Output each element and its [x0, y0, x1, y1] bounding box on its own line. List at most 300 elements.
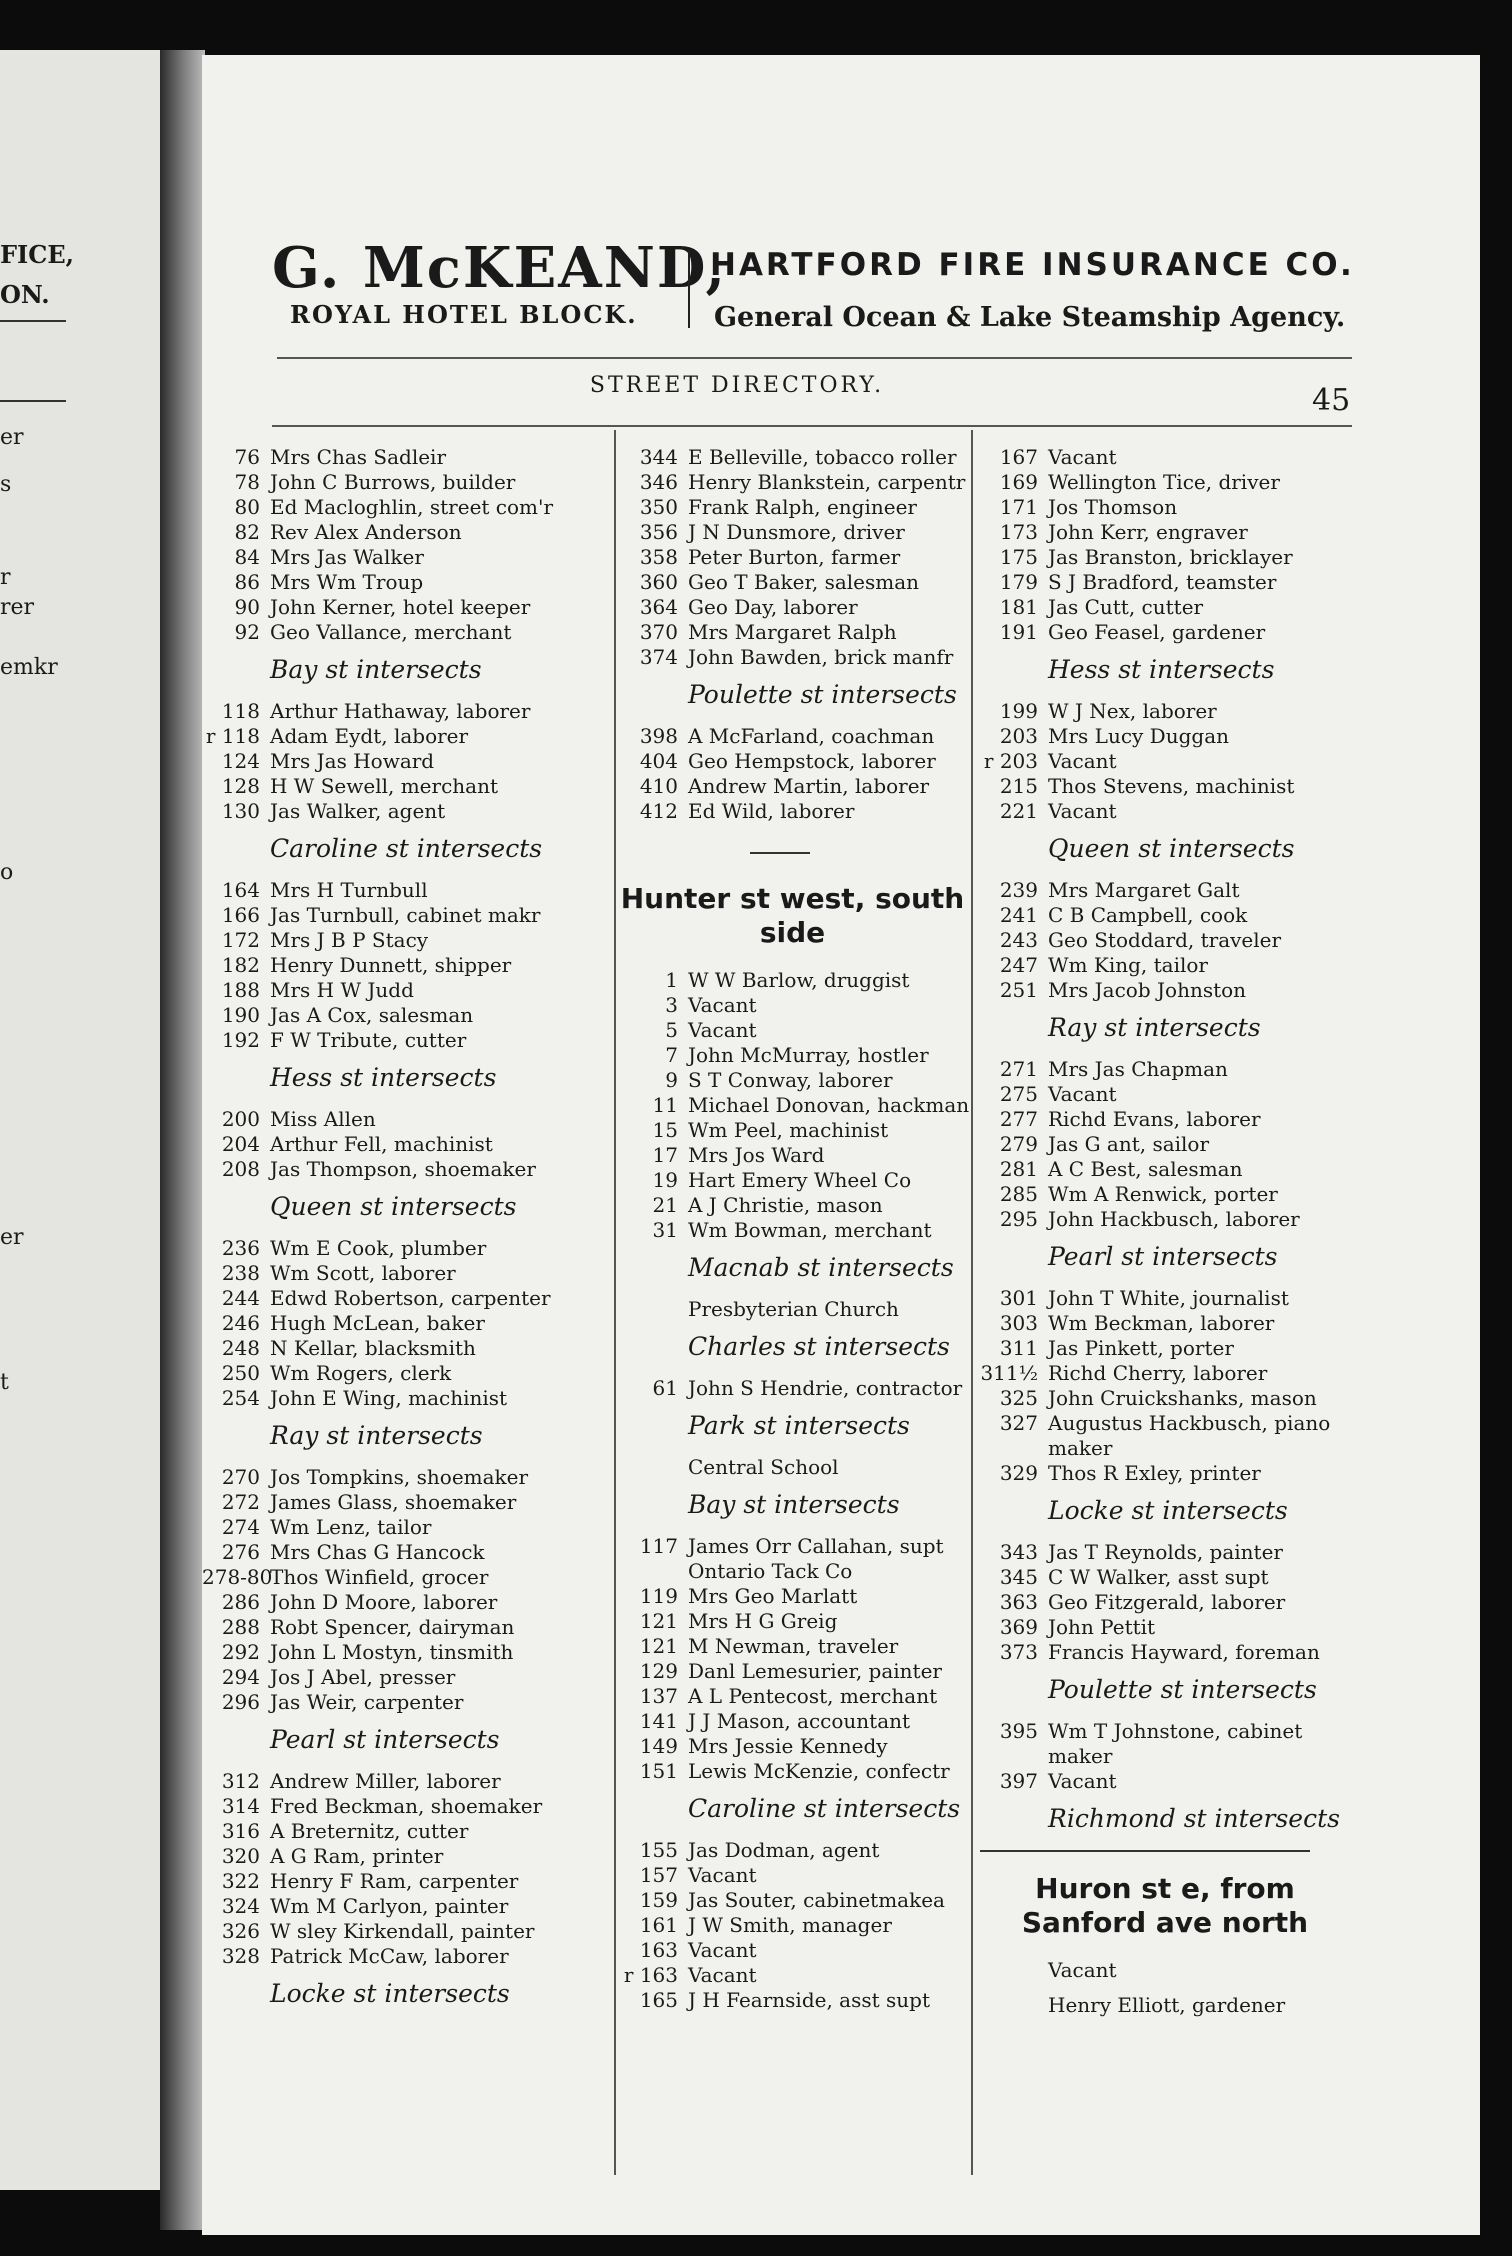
resident-name: Mrs H W Judd	[270, 978, 414, 1002]
directory-entry	[202, 699, 607, 724]
directory-entry	[202, 595, 607, 620]
house-number: 15	[652, 1118, 678, 1142]
entry-group	[980, 1286, 1350, 1411]
house-number: 360	[639, 570, 678, 594]
resident-name: A C Best, salesman	[1048, 1157, 1243, 1181]
resident-name: M Newman, traveler	[688, 1634, 899, 1658]
resident-name: Geo T Baker, salesman	[688, 570, 920, 594]
intersection-label: Hess st intersects	[270, 1063, 497, 1092]
house-number: 343	[999, 1540, 1038, 1564]
house-number: 129	[639, 1659, 678, 1683]
entry-group	[620, 1838, 965, 2013]
directory-entry	[980, 570, 1350, 595]
directory-entry	[202, 1615, 607, 1640]
house-number: 159	[639, 1888, 678, 1912]
directory-entry	[620, 724, 965, 749]
directory-entry	[202, 1944, 607, 1969]
advertiser-agency: General Ocean & Lake Steamship Agency.	[714, 302, 1346, 333]
resident-name: Miss Allen	[270, 1107, 376, 1131]
intersection-label: Richmond st intersects	[1048, 1804, 1340, 1833]
house-number: 373	[999, 1640, 1038, 1664]
directory-entry	[202, 1869, 607, 1894]
house-number: 288	[221, 1615, 260, 1639]
house-number: 238	[221, 1261, 260, 1285]
resident-name: Jas Walker, agent	[270, 799, 446, 823]
house-number: 172	[221, 928, 260, 952]
house-number: 7	[665, 1043, 678, 1067]
left-page-fragment: rer	[0, 595, 35, 620]
house-number: 250	[221, 1361, 260, 1385]
directory-entry	[202, 1490, 607, 1515]
advertiser-company: HARTFORD FIRE INSURANCE CO.	[710, 247, 1355, 283]
resident-name: Mrs Jos Ward	[688, 1143, 825, 1167]
resident-name: C B Campbell, cook	[1048, 903, 1248, 927]
directory-entry	[620, 1218, 965, 1243]
resident-name: John S Hendrie, contractor	[688, 1376, 963, 1400]
house-number: 326	[221, 1919, 260, 1943]
resident-name: Mrs Margaret Ralph	[688, 620, 897, 644]
resident-name: Vacant	[1048, 445, 1117, 469]
resident-name: Mrs H Turnbull	[270, 878, 428, 902]
resident-name: Peter Burton, farmer	[688, 545, 901, 569]
intersection-label: Bay st intersects	[688, 1490, 900, 1519]
house-number: 278-80	[202, 1565, 273, 1589]
house-number: 155	[639, 1838, 678, 1862]
resident-name: Wm T Johnstone, cabinet	[1048, 1719, 1303, 1743]
directory-entry	[980, 1540, 1350, 1565]
directory-entry	[202, 1028, 607, 1053]
resident-name: James Orr Callahan, supt	[688, 1534, 944, 1558]
house-number: 363	[999, 1590, 1038, 1614]
directory-entry	[620, 1684, 965, 1709]
running-head-rule	[272, 425, 1352, 427]
resident-name: Geo Day, laborer	[688, 595, 858, 619]
resident-name: Wm Rogers, clerk	[270, 1361, 452, 1385]
house-number: 3	[665, 993, 678, 1017]
directory-entry	[620, 545, 965, 570]
house-number: 61	[652, 1376, 678, 1400]
intersection-label: Charles st intersects	[688, 1332, 950, 1361]
house-number: 303	[999, 1311, 1038, 1335]
column-rule	[971, 430, 973, 2175]
house-number: 9	[665, 1068, 678, 1092]
house-number: 243	[999, 928, 1038, 952]
resident-name: Rev Alex Anderson	[270, 520, 462, 544]
directory-entry	[980, 1590, 1350, 1615]
directory-entry	[620, 1068, 965, 1093]
entry-group	[620, 724, 965, 824]
house-number: 137	[639, 1684, 678, 1708]
directory-entry	[202, 953, 607, 978]
house-number: 279	[999, 1132, 1038, 1156]
entry-group	[980, 445, 1350, 645]
directory-entry	[620, 645, 965, 670]
directory-entry	[202, 1894, 607, 1919]
resident-name: John Pettit	[1048, 1615, 1156, 1639]
house-number: 161	[639, 1913, 678, 1937]
directory-entry	[980, 620, 1350, 645]
resident-name: Jos J Abel, presser	[270, 1665, 456, 1689]
header-rule	[277, 357, 1352, 359]
directory-entry	[980, 928, 1350, 953]
resident-name: Andrew Martin, laborer	[688, 774, 930, 798]
entry-group	[980, 1461, 1350, 1486]
house-number: 204	[221, 1132, 260, 1156]
entry-group	[980, 1769, 1350, 1794]
resident-name: Wm Peel, machinist	[688, 1118, 889, 1142]
entry-continuation: maker	[1048, 1436, 1113, 1460]
house-number: 311	[999, 1336, 1038, 1360]
directory-entry	[980, 520, 1350, 545]
resident-name: Vacant	[688, 1963, 757, 1987]
header-divider	[688, 250, 690, 328]
house-number: 328	[221, 1944, 260, 1968]
resident-name: Fred Beckman, shoemaker	[270, 1794, 543, 1818]
intersection-label: Ray st intersects	[1048, 1013, 1261, 1042]
house-number: 239	[999, 878, 1038, 902]
resident-name: Richd Cherry, laborer	[1048, 1361, 1268, 1385]
house-number: 246	[221, 1311, 260, 1335]
house-number: 165	[639, 1988, 678, 2012]
directory-entry	[202, 1107, 607, 1132]
resident-name: Michael Donovan, hackman	[688, 1093, 970, 1117]
resident-name: Vacant	[688, 1938, 757, 1962]
directory-entry	[620, 1888, 965, 1913]
directory-entry	[202, 1540, 607, 1565]
resident-name: Andrew Miller, laborer	[270, 1769, 501, 1793]
directory-entry	[202, 1919, 607, 1944]
directory-entry	[620, 1963, 965, 1988]
directory-entry	[202, 545, 607, 570]
entry-group	[202, 1769, 607, 1969]
resident-name: Mrs Margaret Galt	[1048, 878, 1240, 902]
resident-name: A Breternitz, cutter	[270, 1819, 469, 1843]
house-number: 311½	[980, 1361, 1038, 1385]
directory-entry	[980, 1157, 1350, 1182]
directory-entry	[202, 445, 607, 470]
directory-entry	[202, 620, 607, 645]
resident-name: Wm King, tailor	[1048, 953, 1208, 977]
intersection-label: Park st intersects	[688, 1411, 910, 1440]
house-number: r 203	[983, 749, 1038, 773]
entry-group	[980, 699, 1350, 824]
house-number: 236	[221, 1236, 260, 1260]
house-number: 124	[221, 749, 260, 773]
resident-name: Danl Lemesurier, painter	[688, 1659, 942, 1683]
resident-name: John C Burrows, builder	[270, 470, 516, 494]
intersection-label: Queen st intersects	[270, 1192, 517, 1221]
house-number: 118	[221, 699, 260, 723]
house-number: 151	[639, 1759, 678, 1783]
house-number: 358	[639, 545, 678, 569]
house-number: 254	[221, 1386, 260, 1410]
directory-entry	[980, 953, 1350, 978]
house-number: 166	[221, 903, 260, 927]
resident-name: Jas Cutt, cutter	[1048, 595, 1204, 619]
house-number: 356	[639, 520, 678, 544]
entry-group	[620, 1584, 965, 1784]
house-number: 294	[221, 1665, 260, 1689]
house-number: 190	[221, 1003, 260, 1027]
intersection-label: Macnab st intersects	[688, 1253, 954, 1282]
advertiser-name: G. McKEAND,	[272, 235, 727, 301]
directory-entry	[980, 774, 1350, 799]
entry-group	[202, 878, 607, 1053]
house-number: 173	[999, 520, 1038, 544]
house-number: 324	[221, 1894, 260, 1918]
intersection-label: Locke st intersects	[270, 1979, 510, 2008]
house-number: 141	[639, 1709, 678, 1733]
directory-entry	[980, 1082, 1350, 1107]
resident-name: Jas T Reynolds, painter	[1048, 1540, 1283, 1564]
directory-entry	[620, 1143, 965, 1168]
resident-name: Frank Ralph, engineer	[688, 495, 917, 519]
directory-entry	[620, 1584, 965, 1609]
resident-name: Vacant	[688, 1863, 757, 1887]
house-number: 175	[999, 545, 1038, 569]
resident-name: Lewis McKenzie, confectr	[688, 1759, 950, 1783]
resident-name: Jas G ant, sailor	[1048, 1132, 1210, 1156]
house-number: 5	[665, 1018, 678, 1042]
house-number: 320	[221, 1844, 260, 1868]
left-page-fragment: o	[0, 860, 14, 885]
resident-name: W J Nex, laborer	[1048, 699, 1217, 723]
directory-entry	[202, 1665, 607, 1690]
intersection-label: Pearl st intersects	[1048, 1242, 1278, 1271]
house-number: 322	[221, 1869, 260, 1893]
directory-entry	[202, 1386, 607, 1411]
house-number: 208	[221, 1157, 260, 1181]
directory-entry	[620, 495, 965, 520]
house-number: 312	[221, 1769, 260, 1793]
house-number: 277	[999, 1107, 1038, 1131]
house-number: 117	[639, 1534, 678, 1558]
directory-entry	[620, 749, 965, 774]
directory-entry	[202, 1157, 607, 1182]
resident-name: John Cruickshanks, mason	[1048, 1386, 1317, 1410]
directory-entry	[202, 1794, 607, 1819]
directory-entry	[202, 1336, 607, 1361]
entry-group	[980, 878, 1350, 1003]
directory-entry	[620, 595, 965, 620]
directory-entry	[980, 1386, 1350, 1411]
house-number: 374	[639, 645, 678, 669]
house-number: 92	[234, 620, 260, 644]
house-number: 248	[221, 1336, 260, 1360]
house-number: 292	[221, 1640, 260, 1664]
house-number: 164	[221, 878, 260, 902]
book-gutter	[160, 50, 205, 2230]
directory-entry	[980, 1057, 1350, 1082]
directory-entry	[620, 799, 965, 824]
resident-name: Jos Thomson	[1048, 495, 1178, 519]
house-number: 80	[234, 495, 260, 519]
resident-name: Patrick McCaw, laborer	[270, 1944, 509, 1968]
house-number: 296	[221, 1690, 260, 1714]
resident-name: Jas Souter, cabinetmakea	[688, 1888, 945, 1912]
directory-entry	[202, 1819, 607, 1844]
left-page-fragment: emkr	[0, 655, 58, 680]
resident-name: J J Mason, accountant	[688, 1709, 911, 1733]
landmark-label: Presbyterian Church	[688, 1297, 899, 1321]
house-number: 21	[652, 1193, 678, 1217]
directory-entry	[620, 1118, 965, 1143]
directory-entry	[980, 1107, 1350, 1132]
directory-entry	[980, 1461, 1350, 1486]
directory-entry	[620, 1734, 965, 1759]
house-number: 78	[234, 470, 260, 494]
house-number: r 163	[623, 1963, 678, 1987]
intersection-label: Caroline st intersects	[688, 1794, 961, 1823]
resident-name: Geo Vallance, merchant	[270, 620, 512, 644]
directory-entry	[620, 1168, 965, 1193]
resident-name: Henry Blankstein, carpentr	[688, 470, 966, 494]
directory-entry	[620, 1634, 965, 1659]
entry-group	[202, 699, 607, 824]
resident-name: A J Christie, mason	[688, 1193, 883, 1217]
directory-entry	[980, 1286, 1350, 1311]
directory-entry	[980, 903, 1350, 928]
house-number: 410	[639, 774, 678, 798]
house-number: 346	[639, 470, 678, 494]
resident-name: Wellington Tice, driver	[1048, 470, 1280, 494]
directory-entry	[202, 1640, 607, 1665]
entry-continuation: maker	[1048, 1744, 1113, 1768]
directory-entry	[980, 1207, 1350, 1232]
resident-name: Jas Dodman, agent	[688, 1838, 880, 1862]
house-number: 398	[639, 724, 678, 748]
directory-entry	[620, 1376, 965, 1401]
directory-entry	[202, 1769, 607, 1794]
resident-name: Thos Winfield, grocer	[270, 1565, 489, 1589]
directory-entry	[980, 878, 1350, 903]
house-number: 241	[999, 903, 1038, 927]
intersection-label: Locke st intersects	[1048, 1496, 1288, 1525]
resident-name: F W Tribute, cutter	[270, 1028, 467, 1052]
resident-name: John Kerr, engraver	[1048, 520, 1248, 544]
house-number: 412	[639, 799, 678, 823]
house-number: 327	[999, 1411, 1038, 1435]
resident-name: Wm Lenz, tailor	[270, 1515, 432, 1539]
house-number: 119	[639, 1584, 678, 1608]
resident-name: Vacant	[1048, 1958, 1117, 1982]
directory-entry	[202, 495, 607, 520]
resident-name: Vacant	[688, 1018, 757, 1042]
resident-name: Richd Evans, laborer	[1048, 1107, 1261, 1131]
resident-name: Wm A Renwick, porter	[1048, 1182, 1278, 1206]
resident-name: Augustus Hackbusch, piano	[1048, 1411, 1331, 1435]
resident-name: Wm Scott, laborer	[270, 1261, 456, 1285]
house-number: 86	[234, 570, 260, 594]
resident-name: S T Conway, laborer	[688, 1068, 893, 1092]
house-number: 31	[652, 1218, 678, 1242]
directory-entry	[202, 1261, 607, 1286]
resident-name: Mrs Lucy Duggan	[1048, 724, 1230, 748]
resident-name: Mrs H G Greig	[688, 1609, 838, 1633]
house-number: 395	[999, 1719, 1038, 1743]
directory-entry	[202, 724, 607, 749]
resident-name: Ed Macloghlin, street com'r	[270, 495, 554, 519]
house-number: 274	[221, 1515, 260, 1539]
house-number: 275	[999, 1082, 1038, 1106]
house-number: 149	[639, 1734, 678, 1758]
house-number: 157	[639, 1863, 678, 1887]
resident-name: Henry Elliott, gardener	[1048, 1993, 1286, 2017]
resident-name: A G Ram, printer	[270, 1844, 444, 1868]
resident-name: Mrs Wm Troup	[270, 570, 424, 594]
left-page-fragment: FICE,	[0, 240, 75, 269]
resident-name: John T White, journalist	[1048, 1286, 1289, 1310]
column-rule	[614, 430, 616, 2175]
directory-entry	[620, 774, 965, 799]
house-number: 251	[999, 978, 1038, 1002]
directory-entry	[620, 445, 965, 470]
intersection-label: Queen st intersects	[1048, 834, 1295, 863]
directory-entry	[620, 470, 965, 495]
resident-name: John Hackbusch, laborer	[1048, 1207, 1300, 1231]
page-number: 45	[1312, 383, 1351, 418]
advertiser-address: ROYAL HOTEL BLOCK.	[290, 300, 638, 329]
house-number: 130	[221, 799, 260, 823]
directory-entry	[202, 928, 607, 953]
directory-entry	[980, 1411, 1350, 1436]
directory-entry	[980, 1361, 1350, 1386]
resident-name: Mrs Jas Chapman	[1048, 1057, 1228, 1081]
resident-name: Geo Hempstock, laborer	[688, 749, 936, 773]
directory-entry	[202, 1515, 607, 1540]
house-number: 121	[639, 1609, 678, 1633]
resident-name: Adam Eydt, laborer	[270, 724, 469, 748]
house-number: 271	[999, 1057, 1038, 1081]
directory-entry	[620, 1193, 965, 1218]
directory-entry	[620, 620, 965, 645]
resident-name: John Kerner, hotel keeper	[270, 595, 531, 619]
resident-name: Mrs Geo Marlatt	[688, 1584, 858, 1608]
directory-entry	[620, 1988, 965, 2013]
house-number: 128	[221, 774, 260, 798]
resident-name: Jas Turnbull, cabinet makr	[270, 903, 541, 927]
directory-entry	[980, 799, 1350, 824]
directory-entry	[620, 1043, 965, 1068]
resident-name: N Kellar, blacksmith	[270, 1336, 476, 1360]
directory-entry	[620, 1534, 965, 1559]
house-number: 301	[999, 1286, 1038, 1310]
directory-entry	[202, 1690, 607, 1715]
left-page-fragment: er	[0, 425, 24, 450]
column-2	[620, 445, 970, 2013]
house-number: 285	[999, 1182, 1038, 1206]
directory-entry	[620, 1759, 965, 1784]
entry-group	[202, 1236, 607, 1411]
resident-name: Geo Feasel, gardener	[1048, 620, 1266, 644]
left-page-fragment: t	[0, 1370, 9, 1395]
house-number: 19	[652, 1168, 678, 1192]
entry-continuation: Ontario Tack Co	[688, 1559, 853, 1583]
directory-entry	[980, 699, 1350, 724]
directory-entry	[980, 1719, 1350, 1744]
directory-entry	[980, 1640, 1350, 1665]
house-number: 90	[234, 595, 260, 619]
directory-entry	[980, 595, 1350, 620]
directory-entry	[202, 1565, 607, 1590]
house-number: 76	[234, 445, 260, 469]
resident-name: Geo Stoddard, traveler	[1048, 928, 1282, 952]
directory-entry	[980, 1311, 1350, 1336]
resident-name: Jas Thompson, shoemaker	[270, 1157, 536, 1181]
directory-entry	[202, 1844, 607, 1869]
directory-entry	[202, 570, 607, 595]
street-heading: Hunter st west, south side	[620, 882, 965, 949]
